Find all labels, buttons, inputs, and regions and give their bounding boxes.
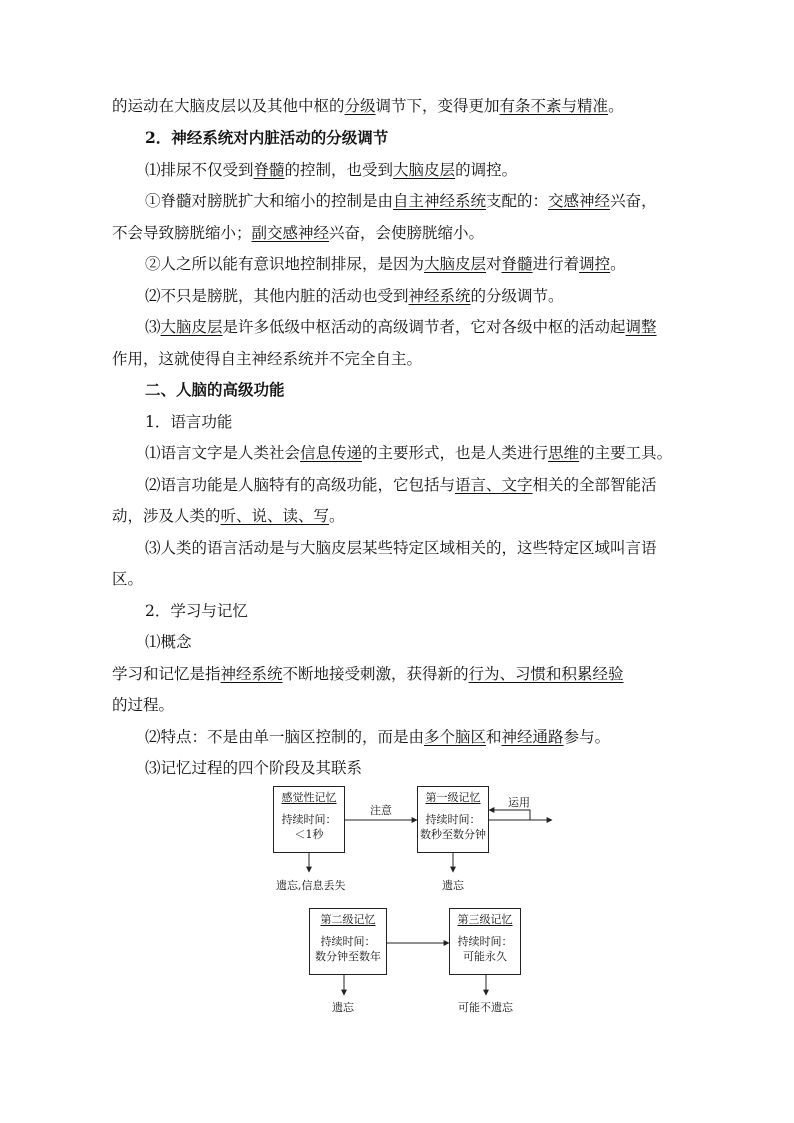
text-seg: 和: [486, 728, 502, 746]
label-attention: 注意: [370, 804, 392, 817]
blank-answer: 分级: [344, 97, 376, 115]
blank-answer: 交感神经: [548, 192, 611, 210]
text-seg: 的调控。: [455, 161, 518, 179]
arrow-use-loop: [489, 810, 530, 820]
section-heading-5: 2．学习与记忆: [145, 602, 248, 620]
text-seg: 动，涉及人类的: [112, 507, 221, 525]
section-heading-2: 2．神经系统对内脏活动的分级调节: [145, 128, 389, 147]
box-duration-value: ＜1秒: [294, 828, 324, 841]
blank-answer: 副交感神经: [251, 224, 330, 242]
text-seg: ⑵不只是膀胱，其他内脏的活动也受到: [145, 287, 409, 305]
box-duration-label: 持续时间：: [281, 813, 337, 826]
text-seg: ⑴语言文字是人类社会: [145, 444, 301, 462]
text-seg: 相关的全部智能活: [532, 476, 657, 494]
text-seg: ⑵特点：不是由单一脑区控制的，而是由: [145, 728, 425, 746]
text-seg: 对: [486, 255, 502, 273]
text-seg: ⑵语言功能是人脑特有的高级功能，它包括与: [145, 476, 456, 494]
text-line-p10: ⑴概念: [145, 633, 192, 651]
box-title: 第一级记忆: [425, 791, 481, 804]
box-duration-value: 数秒至数分钟: [420, 828, 486, 841]
text-seg: 兴奋，: [610, 192, 657, 210]
blank-answer: 大脑皮层: [424, 255, 487, 273]
text-seg: 调节下，变得更加: [375, 97, 500, 115]
box-first-memory: [417, 786, 489, 853]
blank-answer: 大脑皮层: [393, 161, 456, 179]
text-seg: ②人之所以能有意识地控制排尿，是因为: [145, 255, 425, 273]
text-seg: 不会导致膀胱缩小；: [112, 224, 252, 242]
blank-answer: 脊髓: [253, 161, 285, 179]
text-seg: 的主要工具。: [579, 444, 673, 462]
blank-answer: 神经系统: [220, 665, 283, 683]
text-line-p13: ⑶记忆过程的四个阶段及其联系: [145, 759, 363, 777]
text-seg: 。: [329, 507, 345, 525]
box-duration-label: 持续时间：: [320, 935, 376, 948]
text-seg: 的分级调节。: [470, 287, 564, 305]
blank-answer: 听、说、读、写: [220, 507, 330, 525]
blank-answer: 有条不紊与精准: [499, 97, 609, 115]
blank-answer: 行为、习惯和积累经验: [468, 665, 624, 683]
box-third-memory: [449, 908, 521, 975]
box-title: 感觉性记忆: [281, 791, 337, 804]
text-line-p9: ⑶人类的语言活动是与大脑皮层某些特定区域相关的，这些特定区域叫言语: [145, 539, 657, 557]
blank-answer: 神经通路: [501, 728, 564, 746]
text-seg: 的控制，也受到: [284, 161, 394, 179]
box-duration-label: 持续时间：: [457, 935, 513, 948]
text-seg: 是许多低级中枢活动的高级调节者，它对各级中枢的活动起: [222, 318, 626, 336]
text-seg: 参与。: [563, 728, 611, 746]
section-heading-4: 1．语言功能: [145, 413, 233, 431]
text-line-p11b: 的过程。: [112, 696, 175, 714]
blank-answer: 自主神经系统: [393, 192, 487, 210]
label-forget-second: 遗忘: [332, 1001, 354, 1014]
text-seg: 的运动在大脑皮层以及其他中枢的: [112, 97, 345, 115]
blank-answer: 调控: [579, 255, 611, 273]
section-heading-3: 二、人脑的高级功能: [145, 380, 285, 399]
box-sensory-memory: [273, 786, 345, 853]
blank-answer: 神经系统: [408, 287, 471, 305]
blank-answer: 多个脑区: [424, 728, 487, 746]
box-duration-value: 可能永久: [463, 950, 507, 963]
text-seg: ⑴排尿不仅受到: [145, 161, 254, 179]
box-title: 第三级记忆: [457, 913, 513, 926]
blank-answer: 大脑皮层: [160, 318, 223, 336]
blank-answer: 调整: [625, 318, 657, 336]
text-seg: 。: [608, 97, 624, 115]
text-seg: ①脊髓对膀胱扩大和缩小的控制是由: [145, 192, 394, 210]
text-seg: 兴奋，会使膀胱缩小。: [329, 224, 485, 242]
blank-answer: 信息传递: [300, 444, 363, 462]
text-seg: ⑶: [145, 318, 161, 336]
blank-answer: 语言、文字: [455, 476, 533, 494]
blank-answer: 脊髓: [501, 255, 533, 273]
text-seg: 的主要形式，也是人类进行: [362, 444, 549, 462]
text-seg: 不断地接受刺激，获得新的: [282, 665, 469, 683]
label-forget-sensory: 遗忘,信息丢失: [276, 879, 346, 892]
box-title: 第二级记忆: [320, 913, 376, 926]
label-no-forget-third: 可能不遗忘: [458, 1001, 513, 1014]
box-duration-label: 持续时间：: [425, 813, 481, 826]
box-second-memory: [309, 908, 387, 975]
text-seg: 进行着: [532, 255, 580, 273]
text-seg: 支配的：: [486, 192, 549, 210]
text-line-p9b: 区。: [112, 570, 144, 588]
text-line-p6b: 作用，这就使得自主神经系统并不完全自主。: [112, 350, 423, 368]
text-seg: 。: [610, 255, 626, 273]
text-seg: 学习和记忆是指: [112, 665, 221, 683]
label-forget-first: 遗忘: [442, 879, 464, 892]
blank-answer: 思维: [548, 444, 580, 462]
label-use: 运用: [508, 796, 530, 809]
box-duration-value: 数分钟至数年: [315, 950, 381, 963]
